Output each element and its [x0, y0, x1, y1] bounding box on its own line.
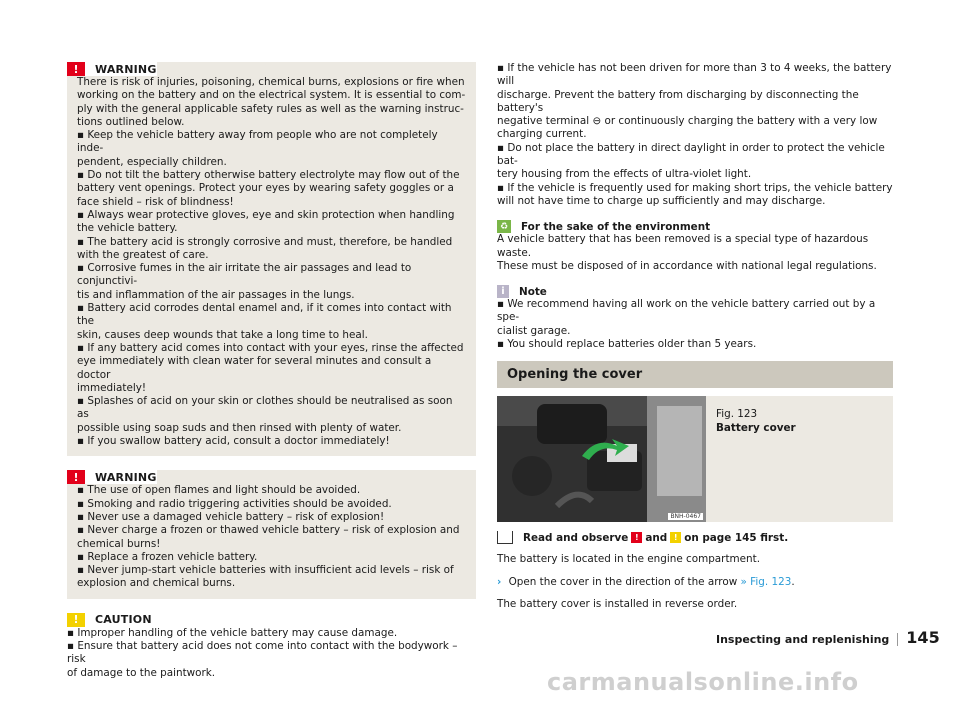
figure-link[interactable]: » Fig. 123	[740, 575, 792, 588]
warning-title: WARNING	[95, 62, 157, 76]
warning-box-1	[67, 62, 476, 456]
figure-caption: Fig. 123 Battery cover	[716, 408, 796, 434]
chapter-label: Inspecting and replenishing	[716, 633, 898, 646]
warning-box-2	[67, 470, 476, 598]
read-and-observe: Read and observe ! and ! on page 145 first.	[497, 531, 893, 544]
section-title: Opening the cover	[497, 361, 893, 388]
caution-box	[67, 613, 476, 680]
environment-icon: ♻	[497, 220, 511, 233]
environment-heading: ♻ For the sake of the environment	[497, 220, 893, 233]
warning-title: WARNING	[95, 470, 157, 484]
battery-cover-image	[497, 396, 706, 522]
note-text: ▪ We recommend having all work on the vehicle battery carried out by a spe- cialist garage. ▪ You should replace batteries older than 5 years.	[497, 298, 876, 351]
right-column	[497, 62, 893, 611]
engine-bay-illustration	[497, 396, 706, 522]
environment-text: A vehicle battery that has been removed is a special type of hazardous waste. These must be disposed of in accordance with national legal regulations.	[497, 233, 877, 272]
warning-1-text: There is risk of injuries, poisoning, chemical burns, explosions or fire when working on the battery and on the electrical system. It is essential to com- ply with the general applicable safety rules as well as the warning instruc- tions outlined below. ▪ Keep the vehicle battery away from people who are not completely inde- pendent, especially children. ▪ Do not tilt the battery otherwise battery electrolyte may flow out of the battery vent openings. Protect your eyes by wearing safety goggles or a face shield – risk of blindness! ▪ Always wear protective gloves, eye and skin protection when handling the vehicle battery. ▪ The battery acid is strongly corrosive and must, therefore, be handled with the greatest of care. ▪ Corrosive fumes in the air irritate the air passages and lead to conjunctivi- tis and inflammation of the air passages in the lungs. ▪ Battery acid corrodes dental enamel and, if it comes into contact with the skin, causes deep wounds that take a long time to heal. ▪ If any battery acid comes into contact with your eyes, rinse the affected eye immediately with clean water for several minutes and consult a doctor immediately! ▪ Splashes of acid on your skin or clothes should be neutralised as soon as possible using soap suds and then rinsed with plenty of water. ▪ If you swallow battery acid, consult a doctor immediately!	[77, 76, 466, 448]
figure-code: BNH-0467	[670, 513, 701, 521]
caution-icon: !	[67, 613, 85, 627]
watermark: carmanualsonline.info	[547, 668, 859, 696]
figure	[497, 396, 893, 522]
warning-ref-icon[interactable]: !	[631, 532, 642, 543]
info-icon: i	[497, 285, 509, 298]
reverse-order-text: The battery cover is installed in reverse order.	[497, 597, 738, 610]
warning-2-text: ▪ The use of open flames and light should be avoided. ▪ Smoking and radio triggering activities should be avoided. ▪ Never use a damaged vehicle battery – risk of explosion! ▪ Never charge a frozen or thawed vehicle battery – risk of explosion and chemical burns! ▪ Replace a frozen vehicle battery. ▪ Never jump-start vehicle batteries with insufficient acid levels – risk of explosion and chemical burns.	[77, 484, 460, 590]
caution-text: ▪ Improper handling of the vehicle battery may cause damage. ▪ Ensure that battery acid does not come into contact with the bodywork – risk of damage to the paintwork.	[67, 626, 458, 679]
book-icon	[497, 531, 513, 544]
battery-location-text: The battery is located in the engine compartment.	[497, 553, 760, 566]
step-open-cover: › Open the cover in the direction of the arrow » Fig. 123.	[497, 575, 795, 588]
warning-icon: !	[67, 470, 85, 484]
page-number: 145	[906, 628, 940, 647]
note-heading: i Note	[497, 285, 893, 298]
warning-icon: !	[67, 62, 85, 76]
caution-title: CAUTION	[95, 613, 152, 627]
caution-ref-icon[interactable]: !	[670, 532, 681, 543]
left-column	[67, 62, 476, 680]
step-arrow-icon: ›	[497, 575, 502, 588]
page-footer	[716, 628, 940, 647]
battery-tips: ▪ If the vehicle has not been driven for more than 3 to 4 weeks, the battery will discharge. Prevent the battery from discharging by disconnecting the battery's negative terminal ⊖ or continuously charging the battery with a very low charging current. ▪ Do not place the battery in direct daylight in order to protect the vehicle bat- tery housing from the effects of ultra-violet light. ▪ If the vehicle is frequently used for making short trips, the vehicle battery will not have time to charge up sufficiently and may discharge.	[497, 62, 893, 207]
